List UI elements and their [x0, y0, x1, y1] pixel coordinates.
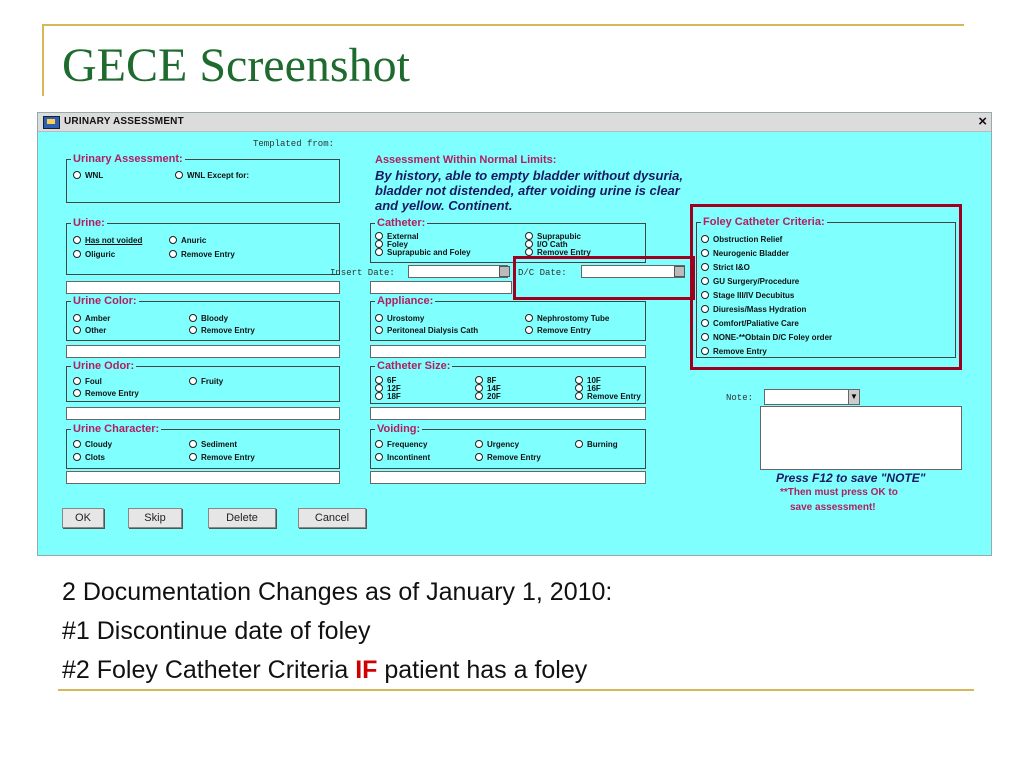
close-icon[interactable]: ×	[978, 113, 987, 130]
radio-catheter-remove[interactable]: Remove Entry	[525, 248, 591, 257]
delete-button[interactable]: Delete	[208, 508, 276, 528]
appliance-comment-field[interactable]	[370, 345, 646, 358]
radio-peritoneal[interactable]: Peritoneal Dialysis Cath	[375, 326, 478, 335]
note-textarea[interactable]	[760, 406, 962, 470]
radio-bloody[interactable]: Bloody	[189, 314, 228, 323]
save-assessment-hint: save assessment!	[790, 502, 876, 513]
then-press-ok-hint: **Then must press OK to	[780, 487, 898, 498]
slide-title: GECE Screenshot	[62, 39, 410, 92]
caption-line-3	[62, 656, 587, 685]
radio-size-16f[interactable]: 16F	[575, 384, 601, 393]
radio-obstruction-relief[interactable]: Obstruction Relief	[701, 235, 782, 244]
catheter-size-group	[370, 360, 646, 404]
caption-rule-bottom	[58, 689, 974, 691]
catheter-legend: Catheter:	[377, 217, 426, 229]
radio-wnl-except[interactable]: WNL Except for:	[175, 171, 249, 180]
insert-date-calendar-icon[interactable]	[499, 266, 510, 277]
radio-cloudy[interactable]: Cloudy	[73, 440, 112, 449]
radio-amber[interactable]: Amber	[73, 314, 110, 323]
radio-urine-remove[interactable]: Remove Entry	[169, 250, 235, 259]
radio-foul[interactable]: Foul	[73, 377, 102, 386]
normal-limits-label: Assessment Within Normal Limits:	[375, 154, 557, 166]
radio-color-other[interactable]: Other	[73, 326, 106, 335]
radio-urgency[interactable]: Urgency	[475, 440, 519, 449]
radio-size-18f[interactable]: 18F	[375, 392, 401, 401]
radio-io-cath[interactable]: I/O Cath	[525, 240, 568, 249]
caption-line-3-end: patient has a foley	[377, 656, 588, 684]
templated-from-label: Templated from:	[253, 139, 335, 149]
title-rule-top	[42, 24, 964, 26]
radio-suprapubic-foley[interactable]: Suprapubic and Foley	[375, 248, 471, 257]
radio-burning[interactable]: Burning	[575, 440, 618, 449]
urine-character-group	[66, 423, 340, 469]
window-app-icon	[43, 116, 60, 129]
radio-foley[interactable]: Foley	[375, 240, 408, 249]
appliance-group	[370, 295, 646, 341]
radio-neurogenic-bladder[interactable]: Neurogenic Bladder	[701, 249, 789, 258]
radio-anuric[interactable]: Anuric	[169, 236, 206, 245]
radio-size-remove[interactable]: Remove Entry	[575, 392, 641, 401]
catheter-comment-field[interactable]	[370, 281, 512, 294]
urine-odor-group	[66, 360, 340, 402]
character-comment-field[interactable]	[66, 471, 340, 484]
radio-size-10f[interactable]: 10F	[575, 376, 601, 385]
title-rule-left	[42, 24, 44, 96]
odor-comment-field[interactable]	[66, 407, 340, 420]
foley-criteria-highlight	[690, 204, 962, 370]
radio-none-obtain[interactable]: NONE-**Obtain D/C Foley order	[701, 333, 832, 342]
radio-odor-remove[interactable]: Remove Entry	[73, 389, 139, 398]
radio-appliance-remove[interactable]: Remove Entry	[525, 326, 591, 335]
cancel-button[interactable]: Cancel	[298, 508, 366, 528]
note-dropdown[interactable]	[764, 389, 860, 405]
radio-sediment[interactable]: Sediment	[189, 440, 237, 449]
urine-odor-legend: Urine Odor:	[73, 360, 135, 372]
color-comment-field[interactable]	[66, 345, 340, 358]
radio-color-remove[interactable]: Remove Entry	[189, 326, 255, 335]
skip-button[interactable]: Skip	[128, 508, 182, 528]
urine-legend: Urine:	[73, 217, 105, 229]
urine-character-legend: Urine Character:	[73, 423, 160, 435]
urine-color-group	[66, 295, 340, 341]
chevron-down-icon[interactable]: ▼	[848, 390, 859, 404]
window-titlebar	[38, 113, 991, 132]
insert-date-label: Insert Date:	[330, 268, 395, 278]
radio-wnl[interactable]: WNL	[73, 171, 103, 180]
urine-comment-field[interactable]	[66, 281, 340, 294]
radio-size-6f[interactable]: 6F	[375, 376, 396, 385]
radio-voiding-remove[interactable]: Remove Entry	[475, 453, 541, 462]
insert-date-field[interactable]	[408, 265, 508, 278]
radio-foley-remove[interactable]: Remove Entry	[701, 347, 767, 356]
urine-color-legend: Urine Color:	[73, 295, 137, 307]
urinary-assessment-legend: Urinary Assessment:	[73, 153, 183, 165]
radio-urostomy[interactable]: Urostomy	[375, 314, 424, 323]
dc-date-highlight	[513, 256, 695, 300]
normal-limits-text: By history, able to empty bladder without dysuria, bladder not distended, after voiding urine is clear and yellow. Continent.	[375, 168, 683, 213]
catheter-size-legend: Catheter Size:	[377, 360, 451, 372]
radio-external[interactable]: External	[375, 232, 419, 241]
urinary-assessment-group	[66, 153, 340, 203]
radio-stage-decubitus[interactable]: Stage III/IV Decubitus	[701, 291, 794, 300]
voiding-legend: Voiding:	[377, 423, 421, 435]
radio-size-14f[interactable]: 14F	[475, 384, 501, 393]
radio-has-not-voided[interactable]: Has not voided	[73, 236, 142, 245]
radio-size-20f[interactable]: 20F	[475, 392, 501, 401]
caption-if-highlight: IF	[355, 656, 378, 684]
window-title: URINARY ASSESSMENT	[64, 116, 184, 127]
radio-suprapubic[interactable]: Suprapubic	[525, 232, 581, 241]
note-label: Note:	[726, 393, 754, 403]
caption-line-1: 2 Documentation Changes as of January 1, 2010:	[62, 578, 613, 606]
radio-comfort-care[interactable]: Comfort/Paliative Care	[701, 319, 799, 328]
radio-oliguric[interactable]: Oliguric	[73, 250, 115, 259]
radio-frequency[interactable]: Frequency	[375, 440, 427, 449]
radio-strict-io[interactable]: Strict I&O	[701, 263, 750, 272]
foley-criteria-legend: Foley Catheter Criteria:	[703, 216, 825, 228]
dc-date-label: D/C Date:	[518, 268, 567, 278]
caption-line-3-start: #2 Foley Catheter Criteria	[62, 656, 356, 684]
size-comment-field[interactable]	[370, 407, 646, 420]
urine-group	[66, 217, 340, 275]
radio-gu-surgery[interactable]: GU Surgery/Procedure	[701, 277, 799, 286]
ok-button[interactable]: OK	[62, 508, 104, 528]
urinary-assessment-window	[37, 112, 992, 556]
radio-diuresis[interactable]: Diuresis/Mass Hydration	[701, 305, 806, 314]
radio-size-12f[interactable]: 12F	[375, 384, 401, 393]
voiding-comment-field[interactable]	[370, 471, 646, 484]
radio-clots[interactable]: Clots	[73, 453, 105, 462]
press-f12-hint: Press F12 to save "NOTE"	[776, 471, 926, 485]
radio-incontinent[interactable]: Incontinent	[375, 453, 430, 462]
voiding-group	[370, 423, 646, 469]
radio-character-remove[interactable]: Remove Entry	[189, 453, 255, 462]
appliance-legend: Appliance:	[377, 295, 434, 307]
caption-line-2: #1 Discontinue date of foley	[62, 617, 371, 645]
radio-fruity[interactable]: Fruity	[189, 377, 223, 386]
radio-nephrostomy[interactable]: Nephrostomy Tube	[525, 314, 609, 323]
radio-size-8f[interactable]: 8F	[475, 376, 496, 385]
